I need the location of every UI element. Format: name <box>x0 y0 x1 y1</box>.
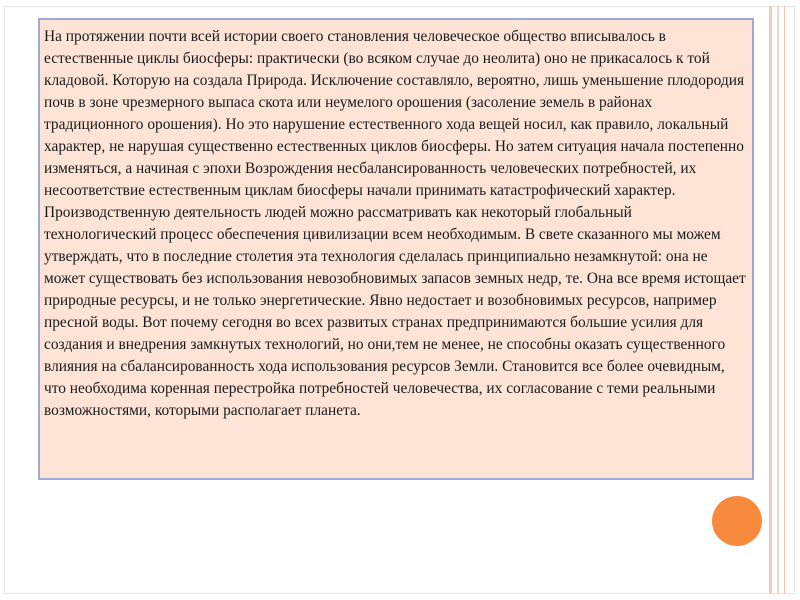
orange-circle-icon <box>712 496 762 546</box>
decorative-line <box>784 6 785 594</box>
paragraph-1: На протяжении почти всей истории своего становления человеческое общество вписывалось в естественные циклы биосферы: практически (во всяком случае до неолита) оно не прикасалось к той кладовой. Которую на создала Природа. Исключение составляло, вероятно, лишь уменьшение плодородия почв в зоне чрезмерного выпаса скота или неумелого орошения (засоление земель в районах традиционного орошения). Но это нарушение естественного хода вещей носил, как правило, локальный характер, не нарушая существенно естественных циклов биосферы. Но затем ситуация начала постепенно изменяться, а начиная с эпохи Возрождения несбалансированность человеческих потребностей, их несоответствие естественным циклам биосферы начали принимать катастрофический характер. <box>44 28 745 199</box>
paragraph-2: Производственную деятельность людей можно рассматривать как некоторый глобальный технологический процесс обеспечения цивилизации всем необходимым. В свете сказанного мы можем утверждать, что в последние столетия эта технология сделалась принципиально незамкнутой: она не может существовать без использования невозобновимых запасов земных недр, те. Она все время истощает природные ресурсы, и не только энергетические. Явно недостает и возобновимых ресурсов, например пресной воды. Вот почему сегодня во всех развитых странах предпринимаются большие усилия для создания и внедрения замкнутых технологий, но они,тем не менее, не способны оказать существенного влияния на сбалансированность хода использования ресурсов Земли. Становится все более очевидным, что необходима коренная перестройка потребностей человечества, их согласование с теми реальными возможностями, которыми располагает планета. <box>44 204 746 419</box>
decorative-line <box>777 6 779 594</box>
decorative-line <box>769 6 772 594</box>
text-box <box>38 18 754 480</box>
